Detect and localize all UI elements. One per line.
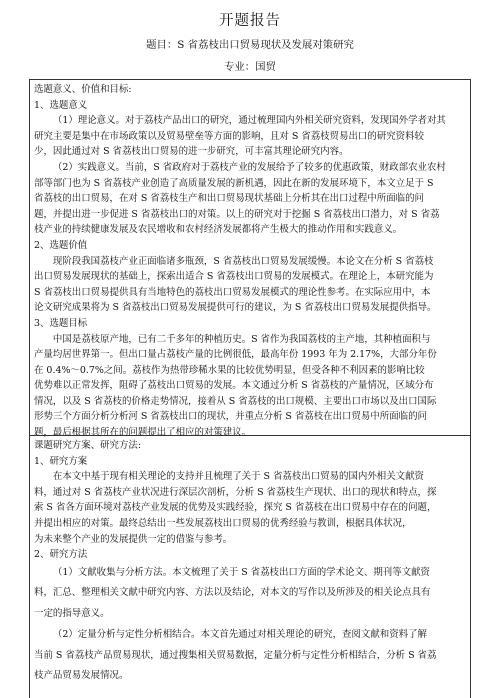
section-heading: 课题研究方案、研究方法: xyxy=(34,440,141,451)
paragraph-line: 在本文中基于现有相关理论的支持并且梳理了关于 S 省荔枝出口贸易的国内外相关文献资 xyxy=(52,471,424,483)
paragraph-line: 索 S 省各方面环境对荔枝产业发展的优势及实践经验，探究 S 省荔枝在出口贸易中存在的问题， xyxy=(34,502,437,514)
paragraph-line: 研究主要是集中在市场政策以及贸易壁垒等方面的影响，且对 S 省荔枝贸易出口的研究资料较 xyxy=(34,130,424,142)
subheading: 1、研究方案 xyxy=(34,455,88,467)
subheading: 2、选题价值 xyxy=(34,239,88,251)
paragraph-line: S 省荔枝出口贸易提供具有当地特色的荔枝出口贸易发展模式的理论性参考。在实际应用中，本 xyxy=(34,286,431,298)
report-title: 开题报告 xyxy=(219,13,281,29)
paragraph-line: 省荔枝的出口贸易，在对 S 省荔枝生产和出口贸易现状基础上分析其在出口过程中所面临的问 xyxy=(34,193,424,205)
paragraph-line: 当前 S 省荔枝产品贸易现状，通过搜集相关贸易数据，定量分析与定性分析相结合，分析 S 省荔 xyxy=(34,649,437,661)
paragraph-line: 出口贸易发展现状的基础上，探索出适合 S 省荔枝出口贸易的发展模式。在理论上，本研究能为 xyxy=(34,271,434,283)
subheading: 3、选题目标 xyxy=(34,317,88,329)
paragraph-line: 中国是荔枝原产地，已有二千多年的种植历史。S 省作为我国荔枝的主产地，其种植面积与 xyxy=(52,333,431,345)
report-subtitle: 题目：S 省荔枝出口贸易现状及发展对策研究 xyxy=(146,39,354,51)
paragraph-line: 料，通过对 S 省荔枝产业状况进行深层次剖析，分析 S 省荔枝生产现状、出口的现状和特点，探 xyxy=(34,486,437,498)
methods-section xyxy=(29,435,471,698)
paragraph-line: （2）实践意义。当前，S 省政府对于荔枝产业的发展给予了较多的优惠政策，财政部农业农村 xyxy=(52,161,446,173)
paragraph-line: 产量均居世界第一。但出口量占荔枝产量的比例很低，最高年份 1993 年为 2.17%，大部分年份 xyxy=(34,349,437,361)
paragraph-line: 并提出相应的对策。最终总结出一些发展荔枝出口贸易的优秀经验与教训，根据具体状况， xyxy=(34,517,412,529)
paragraph-line: 枝产业的持续健康发展及农民增收和农村经济发展都将产生极大的推动作用和实践意义。 xyxy=(34,224,403,236)
paragraph-line: 枝产品贸易发展情况。 xyxy=(34,670,129,682)
paragraph-line: 情况，以及 S 省荔枝的价格走势情况，接着从 S 省荔枝的出口规模、主要出口市场以及出口国际 xyxy=(34,395,437,407)
paragraph-line: 在 0.4%～0.7%之间。荔枝作为热带珍稀水果的比较优势明显，但受各种不利因素的影响比较 xyxy=(34,364,425,376)
subheading: 2、研究方法 xyxy=(34,549,88,561)
paragraph-line: 题，最后根据其所在的问题提出了相应的对策建议。 xyxy=(34,427,252,439)
paragraph-line: 优势难以正常发挥，阻碍了荔枝出口贸易的发展。本文通过分析 S 省荔枝的产量情况，区域分布 xyxy=(34,380,434,392)
paragraph-line: 少，因此通过对 S 省荔枝出口贸易的进一步研究，可丰富其理论研究内容。 xyxy=(34,146,349,158)
paragraph-line: 题，并提出进一步促进 S 省荔枝出口的对策。以上的研究对于挖掘 S 省荔枝出口潜力，对 S 省荔 xyxy=(34,208,440,220)
paragraph-line: 料，汇总、整理相关文献中研究内容、方法以及结论，对本文的写作以及所涉及的相关论点具有 xyxy=(34,587,431,599)
paragraph-line: 现阶段我国荔枝产业正面临诸多瓶颈，S 省荔枝出口贸易发展缓慢。本论文在分析 S 省荔枝 xyxy=(52,255,434,267)
major-label: 专业：国贸 xyxy=(224,61,276,73)
paragraph-line: 形势三个方面分析分析河 S 省荔枝出口的现状，并重点分析 S 省荔枝在出口贸易中所面临的问 xyxy=(34,411,427,423)
paragraph-line: （1）理论意义。对于荔枝产品出口的研究，通过梳理国内外相关研究资料，发现国外学者对其 xyxy=(52,115,446,127)
paragraph-line: 部等部门也为 S 省荔枝产业创造了高质量发展的新机遇，因此在新的发展环境下，本文立足于 S xyxy=(34,177,434,189)
paragraph-line: 一定的指导意义。 xyxy=(34,608,110,620)
paragraph-line: （1）文献收集与分析方法。本文梳理了关于 S 省荔枝出口方面的学术论文、期刊等文献资 xyxy=(52,566,430,578)
section-heading: 选题意义、价值和目标: xyxy=(34,84,132,95)
subheading: 1、选题意义 xyxy=(34,99,88,111)
significance-section xyxy=(29,79,471,439)
paragraph-line: （2）定量分析与定性分析相结合。本文首先通过对相关理论的研究，查阅文献和资料了解 xyxy=(52,628,427,640)
paragraph-line: 为未来整个产业的发展提供一定的借鉴与参考。 xyxy=(34,533,233,545)
paragraph-line: 论文研究成果将为 S 省荔枝出口贸易发展提供可行的建议，为 S 省荔枝出口贸易发展提供指导。 xyxy=(34,302,437,314)
